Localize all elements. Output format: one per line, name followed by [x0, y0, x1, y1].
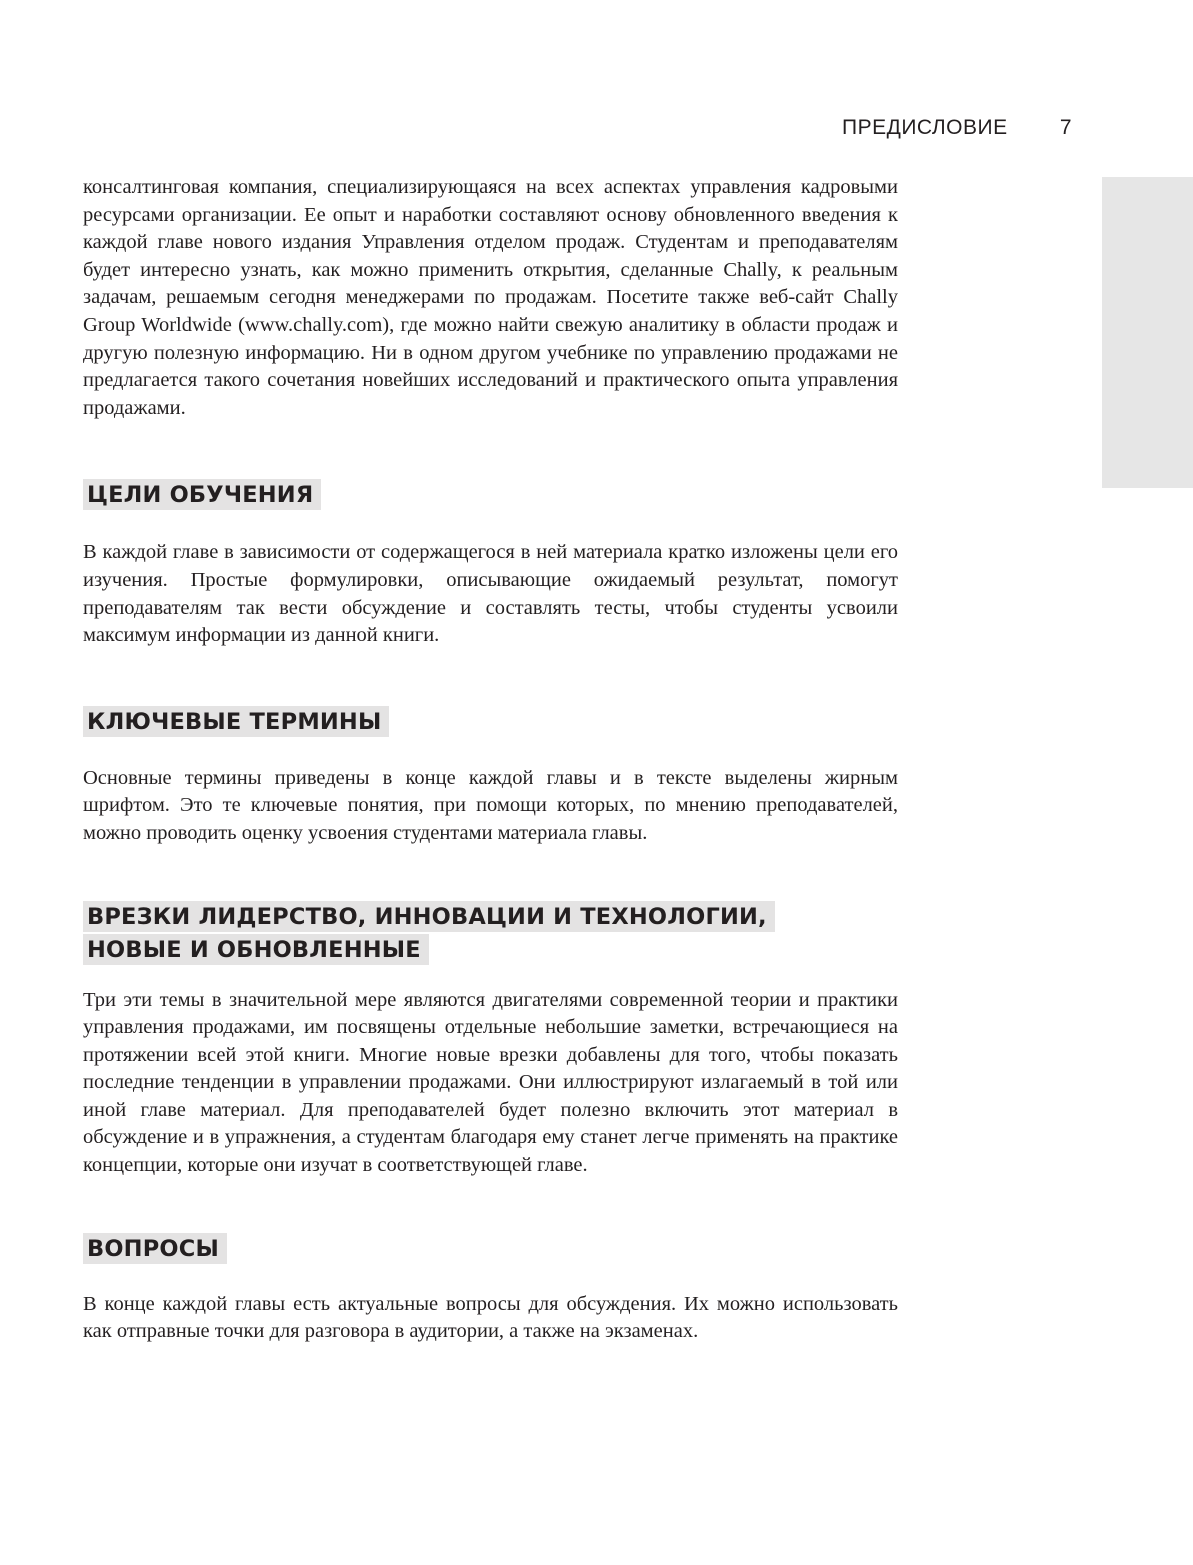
intro-paragraph: консалтинговая компания, специализирующаяся на всех аспектах управления кадровыми ресурсами организации. Ее опыт и наработки составляют основу обновленного введения к каждой главе нового издания Управления отделом продаж. Студентам и преподавателям будет интересно узнать, как можно применить открытия, сделанные Chally, к реальным задачам, решаемым сегодня менеджерами по продажам. Посетите также веб-сайт Chally Group Worldwide (www.chally.com), где можно найти свежую аналитику в области продаж и другую полезную информацию. Ни в одном другом учебнике по управлению продажами не предлагается такого сочетания новейших исследований и практического опыта управления продажами. [83, 176, 898, 419]
section-text-questions: В конце каждой главы есть актуальные вопросы для обсуждения. Их можно использовать как отправные точки для разговора в аудитории, а также на экзаменах. [83, 1292, 898, 1343]
section-heading-sidebars-line1: ВРЕЗКИ ЛИДЕРСТВО, ИННОВАЦИИ И ТЕХНОЛОГИИ, [83, 901, 775, 932]
running-header [760, 116, 1072, 144]
section-text-learning-goals: В каждой главе в зависимости от содержащегося в ней материала кратко изложены цели его изучения. Простые формулировки, описывающие ожидаемый результат, помогут преподавателям так вести обсуждение и составлять тесты, чтобы студенты усвоили максимум информации из данной книги. [83, 541, 898, 647]
running-header-title: ПРЕДИСЛОВИЕ [842, 116, 1008, 139]
section-heading-key-terms: КЛЮЧЕВЫЕ ТЕРМИНЫ [83, 706, 389, 737]
section-sidebars [83, 901, 898, 967]
section-heading-questions: ВОПРОСЫ [83, 1233, 227, 1264]
page-number: 7 [1059, 116, 1072, 139]
page-body [83, 174, 898, 1346]
section-learning-goals [83, 479, 898, 512]
section-text-sidebars: Три эти темы в значительной мере являются двигателями современной теории и практики управления продажами, им посвящены отдельные небольшие заметки, встречающиеся на протяжении всей этой книги. Многие новые врезки добавлены для того, чтобы показать последние тенденции в управлении продажами. Они иллюстрируют излагаемый в той или иной главе материал. Для преподавателей будет полезно включить этот материал в обсуждение и в упражнения, а студентам благодаря ему станет легче применять на практике концепции, которые они изучат в соответствующей главе. [83, 988, 898, 1177]
section-heading-sidebars-line2: НОВЫЕ И ОБНОВЛЕННЫЕ [83, 934, 429, 965]
section-heading-learning-goals: ЦЕЛИ ОБУЧЕНИЯ [83, 479, 321, 510]
section-questions [83, 1233, 898, 1266]
section-key-terms [83, 706, 898, 739]
section-text-key-terms: Основные термины приведены в конце каждой главы и в тексте выделены жирным шрифтом. Это те ключевые понятия, при помощи которых, по мнению преподавателей, можно проводить оценку усвоения студентами материала главы. [83, 766, 898, 844]
chapter-thumb-tab [1102, 177, 1193, 488]
